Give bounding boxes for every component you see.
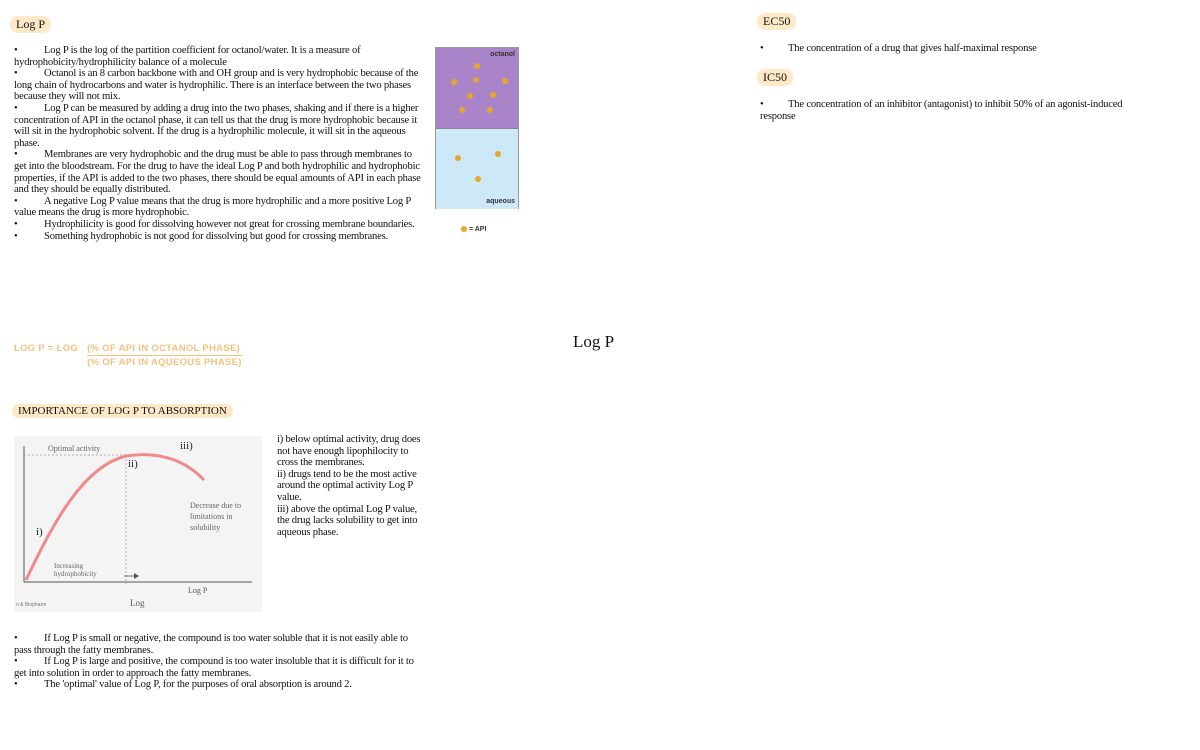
page-title: Log P [573,332,615,351]
formula-lhs: LOG P = LOG [14,343,79,354]
bullet-text: If Log P is large and positive, the compound is too water insoluble that it is difficult for it to get into solution in order to approach the fatty membranes. [14,656,414,679]
list-item: • A negative Log P value means that the drug is more hydrophilic and a more positive Log P value means the drug is more hydrophobic. [14,195,411,219]
figure-notes: i) below optimal activity, drug does not have enough lipophilocity to cross the membranes. ii) drugs tend to be the most active around the optimal activity Log P value. iii) above the optimal Log P value, the drug lacks solubility to get into aqueous phase. [277,434,421,538]
bullet-text: A negative Log P value means that the drug is more hydrophilic and a more positive Log P value means the drug is more hydrophobic. [14,195,411,219]
figure-credit: n & Biopharm [16,602,47,608]
ec50-text: The concentration of a drug that gives half-maximal response [788,43,1037,54]
label-ii: ii) [128,458,138,470]
api-dot [473,77,479,83]
diagram-legend [461,226,486,233]
optimal-activity-label: Optimal activity [48,444,101,453]
list-item: • The 'optimal' value of Log P, for the purposes of oral absorption is around 2. [14,679,352,691]
list-item: • Membranes are very hydrophobic and the drug must be able to pass through membranes to get into the bloodstream. For the drug to have the ideal Log P and both hydrophilic and hydrophobic properties, if the API is added to the two phases, there should be equal amounts of API in each phase and they should be equally distributed. [14,149,421,196]
logp-value-bullets [14,633,424,691]
increasing-label: Increasing hydrophobicity [54,562,97,578]
api-dot [502,78,508,84]
aqueous-phase [436,128,518,209]
arrow-head [134,573,139,579]
bullet-text: If Log P is small or negative, the compound is too water soluble that it is not easily able to pass through the fatty membranes. [14,633,408,656]
decrease-label: Decrease due to limitations in solubility [190,501,242,532]
list-item: • If Log P is large and positive, the compound is too water insoluble that it is difficult for it to get into solution in order to approach the fatty membranes. [14,656,414,679]
list-item: • Log P can be measured by adding a drug into the two phases, shaking and if there is a higher concentration of API in the octanol phase, it can tell us that the drug is more hydrophobic because it will sit in the hydrophobic solvent. If the drug is a hydrophilic molecule, it will sit in the aqueous phase. [14,102,419,149]
api-dot [495,151,501,157]
api-dot [474,63,480,69]
list-item: • Something hydrophobic is not good for dissolving but good for crossing membranes. [14,230,388,242]
activity-curve [26,455,204,580]
section-title-ec50: EC50 [757,13,796,30]
api-legend-dot [461,226,467,232]
bullet-text: The 'optimal' value of Log P, for the purposes of oral absorption is around 2. [44,679,352,691]
list-item: • Octanol is an 8 carbon backbone with and OH group and is very hydrophobic because of the long chain of hydrocarbons and water is hydrophilic. There is an interface between the two phases because they will not mix. [14,68,419,103]
label-iii: iii) [180,440,193,452]
octanol-label: octanol [490,51,515,58]
bullet-text: Membranes are very hydrophobic and the drug must be able to pass through membranes to get into the bloodstream. For the drug to have the ideal Log P and both hydrophilic and hydrophobic properties, if the API is added to the two phases, there should be equal amounts of API in each phase and they should be equally distributed. [14,149,421,196]
ec50-definition: • The concentration of a drug that gives half-maximal response [760,43,1037,54]
section-title-logp: Log P [10,16,51,33]
logp-formula [14,342,242,369]
api-dot [451,79,457,85]
list-item: • If Log P is small or negative, the compound is too water soluble that it is not easily able to pass through the fatty membranes. [14,633,408,656]
api-dot [490,92,496,98]
x-label-logp: Log P [188,586,208,595]
logp-activity-figure [14,436,262,612]
octanol-phase [436,48,518,128]
bullet-text: Something hydrophobic is not good for dissolving but good for crossing membranes. [44,230,388,242]
bullet-text: Log P can be measured by adding a drug into the two phases, shaking and if there is a higher concentration of API in the octanol phase, it can tell us that the drug is more hydrophobic because it will sit in the hydrophobic solvent. If the drug is a hydrophilic molecule, it will sit in the aqueous phase. [14,102,419,149]
api-dot [459,107,465,113]
ic50-definition: • The concentration of an inhibitor (antagonist) to inhibit 50% of an agonist-induced response [760,99,1123,122]
bullet-text: Log P is the log of the partition coefficient for octanol/water. It is a measure of hydrophobicity/hydrophilicity balance of a molecule [14,45,361,68]
section-title-ic50: IC50 [757,69,793,86]
legend-text: = API [468,226,487,233]
api-dot [487,107,493,113]
list-item: • Hydrophilicity is good for dissolving however not great for crossing membrane boundaries. [14,218,415,230]
api-dot [467,93,473,99]
label-i: i) [36,526,43,538]
partition-diagram [435,47,519,209]
x-label-log: Log [130,598,145,608]
formula-numerator: (% OF API IN OCTANOL PHASE) [87,343,241,354]
bullet-text: Hydrophilicity is good for dissolving however not great for crossing membrane boundaries. [44,218,415,230]
api-dot [475,176,481,182]
list-item: • Log P is the log of the partition coefficient for octanol/water. It is a measure of hydrophobicity/hydrophilicity balance of a molecule [14,45,361,68]
logp-bullet-list [14,45,424,242]
formula-denominator: (% OF API IN AQUEOUS PHASE) [87,357,242,368]
api-dot [455,155,461,161]
ic50-text: The concentration of an inhibitor (antagonist) to inhibit 50% of an agonist-induced response [760,99,1123,122]
bullet-text: Octanol is an 8 carbon backbone with and OH group and is very hydrophobic because of the long chain of hydrocarbons and water is hydrophilic. There is an interface between the two phases because they will not mix. [14,68,419,103]
importance-title: IMPORTANCE OF LOG P TO ABSORPTION [12,404,233,418]
aqueous-label: aqueous [486,198,515,205]
